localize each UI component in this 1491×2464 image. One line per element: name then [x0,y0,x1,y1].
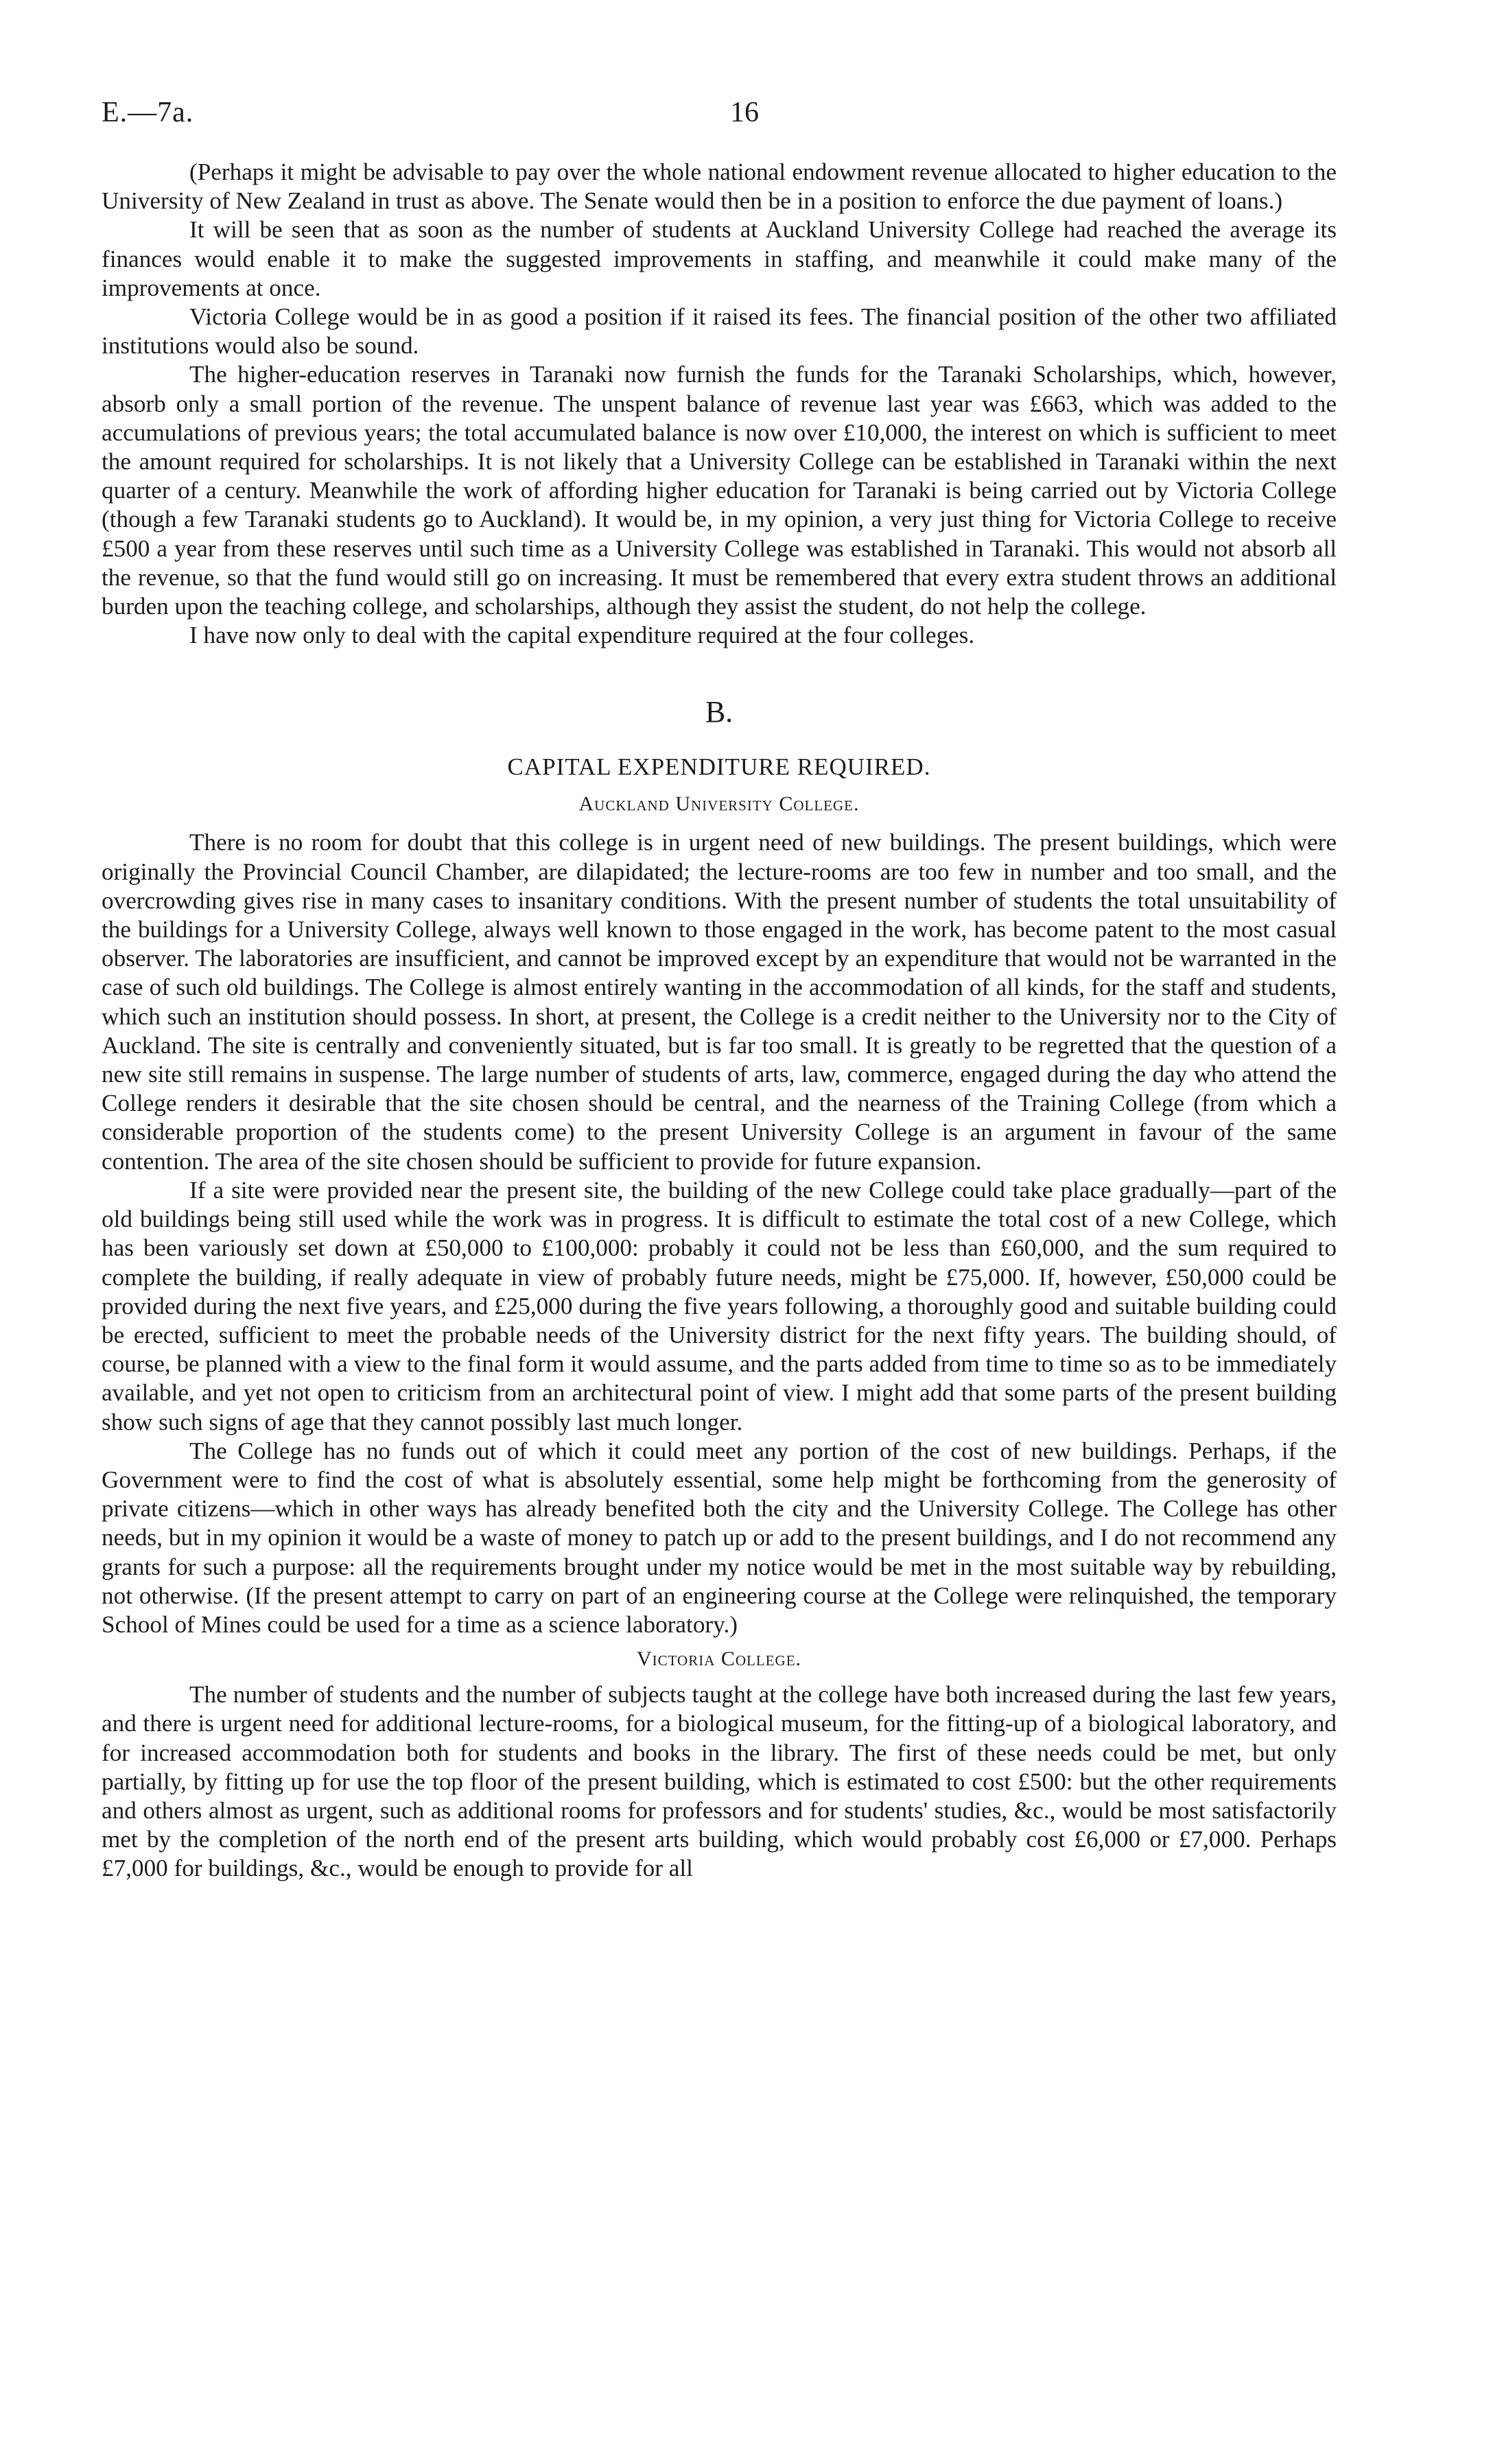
paragraph: The College has no funds out of which it could meet any portion of the cost of new buildings. Perhaps, if the Government were to find the cost of what is absolutely essential, some help might be forthcoming from the generosity of private citizens—which in other ways has already benefited both the city and the University College. The College has other needs, but in my opinion it would be a waste of money to patch up or add to the present buildings, and I do not recommend any grants for such a purpose: all the requirements brought under my notice would be met in the most suitable way by rebuilding, not otherwise. (If the present attempt to carry on part of an engineering course at the College were relinquished, the temporary School of Mines could be used for a time as a science laboratory.) [102,1437,1337,1638]
section-letter: B. [705,695,733,729]
victoria-heading: Victoria College. [636,1647,802,1671]
document-reference: E.—7a. [102,97,194,128]
paragraph: The number of students and the number of subjects taught at the college have both increased during the last few years, and there is urgent need for additional lecture-rooms, for a biological museum, for the fitting-up of a biological laboratory, and for increased accommodation both for students and books in the library. The first of these needs could be met, but only partially, by fitting up for use the top floor of the present building, which is estimated to cost £500: but the other requirements and others almost as urgent, such as additional rooms for professors and for students' studies, &c., would be most satisfactorily met by the completion of the north end of the present arts building, which would probably cost £6,000 or £7,000. Perhaps £7,000 for buildings, &c., would be enough to provide for all [102,1681,1337,1882]
paragraph: If a site were provided near the present site, the building of the new College could take place gradually—part of the old buildings being still used while the work was in progress. It is difficult to estimate the total cost of a new College, which has been variously set down at £50,000 to £100,000: probably it could not be less than £60,000, and the sum required to complete the building, if really adequate in view of probably future needs, might be £75,000. If, however, £50,000 could be provided during the next five years, and £25,000 during the five years following, a thoroughly good and suitable building could be erected, sufficient to meet the probable needs of the University district for the next fifty years. The building should, of course, be planned with a view to the final form it would assume, and the parts added from time to time so as to be immediately available, and yet not open to criticism from an architectural point of view. I might add that some parts of the present building show such signs of age that they cannot possibly last much longer. [102,1176,1337,1435]
paragraph: Victoria College would be in as good a position if it raised its fees. The financial position of the other two affiliated institutions would also be sound. [102,303,1337,360]
paragraph: (Perhaps it might be advisable to pay over the whole national endowment revenue allocated to higher education to the University of New Zealand in trust as above. The Senate would then be in a position to enforce the due payment of loans.) [102,159,1337,215]
paragraph: I have now only to deal with the capital expenditure required at the four colleges. [189,622,975,649]
paragraph: The higher-education reserves in Taranaki now furnish the funds for the Taranaki Scholarships, which, however, absorb only a small portion of the revenue. The unspent balance of revenue last year was £663, which was added to the accumulations of previous years; the total accumulated balance is now over £10,000, the interest on which is sufficient to meet the amount required for scholarships. It is not likely that a University College can be established in Taranaki within the next quarter of a century. Meanwhile the work of affording higher education for Taranaki is being carried out by Victoria College (though a few Taranaki students go to Auckland). It would be, in my opinion, a very just thing for Victoria College to receive £500 a year from these reserves until such time as a University College was established in Taranaki. This would not absorb all the revenue, so that the fund would still go on increasing. It must be remembered that every extra student throws an additional burden upon the teaching college, and scholarships, although they assist the student, do not help the college. [102,361,1337,620]
paragraph: There is no room for doubt that this college is in urgent need of new buildings. The present buildings, which were originally the Provincial Council Chamber, are dilapidated; the lecture-rooms are too few in number and too small, and the overcrowding gives rise in many cases to insanitary conditions. With the present number of students the total unsuitability of the buildings for a University College, always well known to those engaged in the work, has become patent to the most casual observer. The laboratories are insufficient, and cannot be improved except by an expenditure that would not be warranted in the case of such old buildings. The College is almost entirely wanting in the accommodation of all kinds, for the staff and students, which such an institution should possess. In short, at present, the College is a credit neither to the University nor to the City of Auckland. The site is centrally and conveniently situated, but is far too small. It is greatly to be regretted that the question of a new site still remains in suspense. The large number of students of arts, law, commerce, engaged during the day who attend the College renders it desirable that the site chosen should be central, and the nearness of the Training College (from which a considerable proportion of the students come) to the present University College is an argument in favour of the same contention. The area of the site chosen should be sufficient to provide for future expansion. [102,829,1337,1175]
paragraph: It will be seen that as soon as the number of students at Auckland University College had reached the average its finances would enable it to make the suggested improvements in staffing, and meanwhile it could make many of the improvements at once. [102,216,1337,301]
body-text [102,158,1337,1884]
page-number: 16 [730,97,759,128]
section-title: CAPITAL EXPENDITURE REQUIRED. [507,753,931,781]
auckland-heading: Auckland University College. [578,793,860,816]
